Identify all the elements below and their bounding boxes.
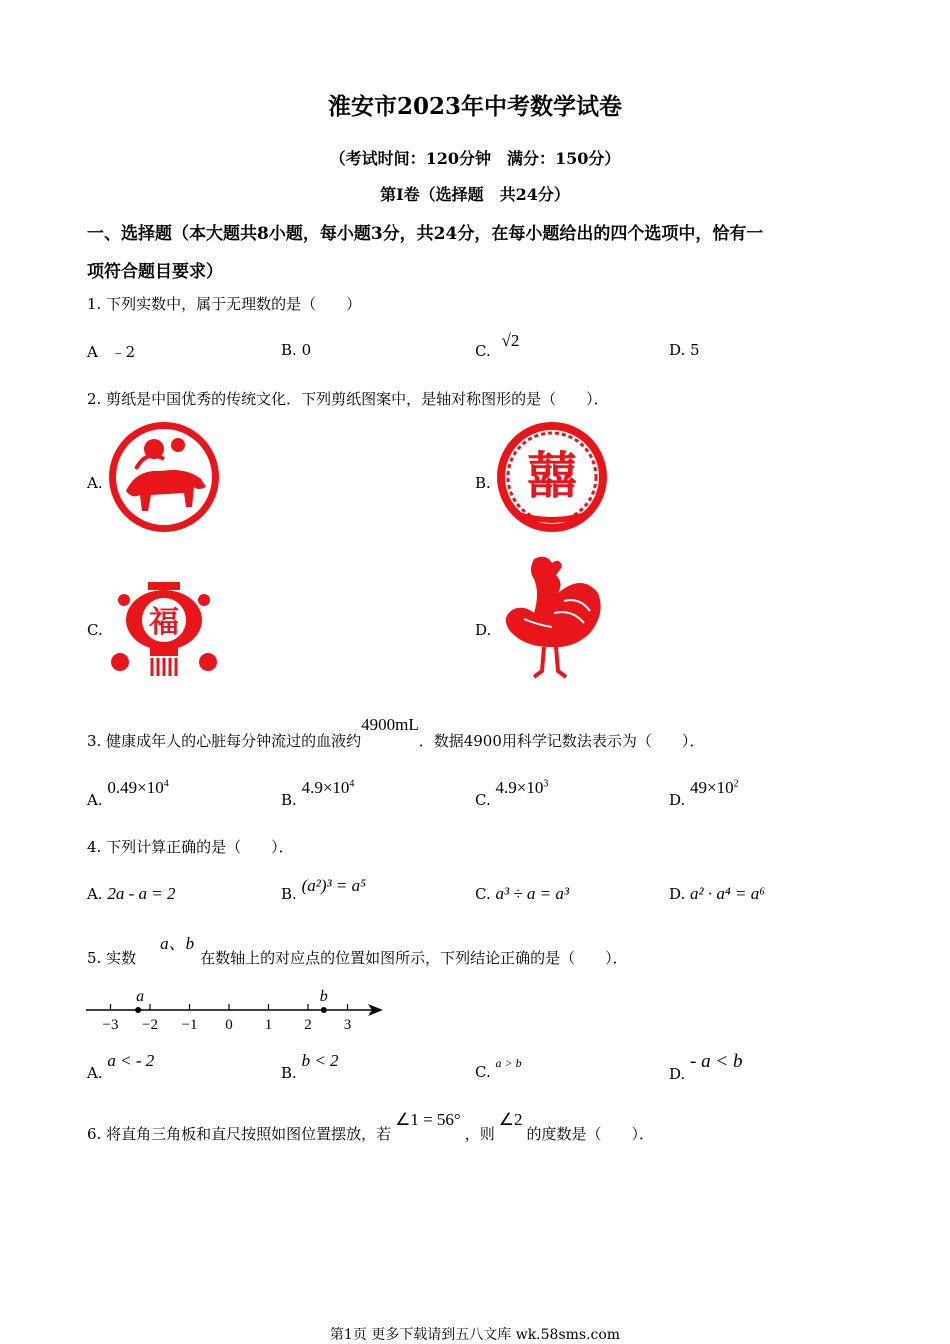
q6-angle2: ∠2	[498, 1110, 523, 1129]
exam-title: 淮安市2023年中考数学试卷	[327, 93, 622, 120]
point-a-label: a	[136, 988, 145, 1005]
tick-label: −2	[142, 1017, 158, 1033]
q5-option-b	[281, 1051, 339, 1083]
q2-d-label: D.	[475, 621, 492, 639]
q5-d-label: D.	[669, 1065, 686, 1083]
tick-label: −1	[181, 1017, 198, 1033]
fu-glyph: 福	[149, 606, 179, 639]
q3-d-value: $49\times 10^2$	[690, 778, 739, 797]
q1-option-b	[281, 341, 311, 359]
q3-stem	[87, 715, 705, 751]
q5-b-value: b < 2	[301, 1051, 339, 1070]
q6-angle1: ∠1 = 56°	[395, 1110, 461, 1129]
q4-option-c	[475, 884, 569, 904]
q3-c-label: C.	[475, 791, 491, 809]
q3-option-b	[281, 778, 355, 810]
number-line-diagram	[84, 984, 389, 1036]
q5-stem-post: 在数轴上的对应点的位置如图所示，下列结论正确的是（ ）．	[200, 949, 628, 967]
tick-label: 0	[225, 1017, 233, 1033]
lantern-papercut-image	[106, 578, 222, 682]
section-heading-line1: 一、选择题（本大题共8小题，每小题3分，共24分，在每小题给出的四个选项中，恰有一	[87, 224, 764, 244]
q4-a-value: 2a - a = 2	[107, 884, 176, 903]
q5-a-value: a < - 2	[107, 1051, 155, 1070]
q3-c-value: $4.9\times 10^3$	[495, 778, 549, 797]
q3-option-c	[475, 778, 549, 810]
q1-option-c	[475, 331, 520, 361]
q5-a-label: A.	[87, 1064, 103, 1082]
q2-a-label: A.	[87, 474, 103, 492]
q2-c-label: C.	[87, 621, 103, 639]
q5-c-value: a > b	[495, 1056, 522, 1070]
q5-option-a	[87, 1051, 155, 1083]
q3-a-value: $0.49\times 10^4$	[107, 778, 169, 797]
page-footer: 第1页 更多下载请到五八文库 wk.58sms.com	[329, 1327, 621, 1343]
q4-c-label: C.	[475, 885, 491, 903]
q3-stem-pre: 3. 健康成年人的心脏每分钟流过的血液约	[87, 732, 362, 750]
exam-info: （考试时间：120分钟 满分：150分）	[329, 149, 621, 168]
q1-d-label: D.	[669, 341, 686, 359]
q1-b-value: 0	[301, 341, 312, 359]
q4-a-label: A.	[87, 885, 103, 903]
q4-c-value: a³ ÷ a = a³	[495, 884, 569, 903]
q4-d-label: D.	[669, 885, 686, 903]
section-heading-line2: 项符合题目要求）	[87, 262, 223, 282]
q3-stem-value: 4900mL	[361, 715, 419, 734]
q2-b-label: B.	[475, 474, 491, 492]
q1-c-value: √2	[501, 331, 520, 350]
q5-d-value: - a < b	[690, 1051, 743, 1072]
q1-option-a	[87, 341, 135, 362]
q3-d-label: D.	[669, 791, 686, 809]
q3-option-d	[669, 778, 739, 810]
part-title: 第Ⅰ卷（选择题 共24分）	[380, 185, 570, 204]
point-b-dot	[321, 1007, 327, 1013]
double-happiness-glyph: 囍	[527, 448, 577, 504]
q5-b-label: B.	[281, 1064, 297, 1082]
point-a-dot	[135, 1007, 141, 1013]
q1-c-label: C.	[475, 342, 491, 360]
q5-option-c	[475, 1056, 522, 1081]
q3-option-a	[87, 778, 169, 810]
q4-stem: 4. 下列计算正确的是（ ）．	[87, 838, 294, 856]
q6-stem-post: 的度数是（ ）．	[526, 1125, 655, 1143]
q4-b-label: B.	[281, 885, 297, 903]
q4-option-b	[281, 876, 366, 904]
tick-label: 2	[304, 1017, 312, 1033]
q1-stem: 1. 下列实数中，属于无理数的是（ ）	[87, 295, 362, 313]
q4-option-a	[87, 884, 176, 904]
q5-vars: a、b	[160, 934, 195, 953]
q1-option-d	[669, 341, 700, 359]
q1-a-label: A	[87, 343, 98, 361]
q1-d-value: 5	[690, 341, 700, 359]
tick-label: 1	[264, 1017, 273, 1033]
q5-stem-pre: 5. 实数	[87, 949, 137, 967]
q3-b-value: $4.9\times 10^4$	[301, 778, 355, 797]
q2-stem: 2. 剪纸是中国优秀的传统文化．下列剪纸图案中，是轴对称图形的是（ ）．	[87, 390, 609, 408]
q3-stem-post: ．数据4900用科学记数法表示为（ ）．	[418, 732, 705, 750]
tick-label: 3	[343, 1017, 352, 1033]
q6-stem	[87, 1110, 655, 1144]
tick-label: −3	[102, 1017, 119, 1033]
double-happiness-papercut-image	[494, 419, 610, 535]
rooster-papercut-image	[494, 553, 606, 681]
q6-stem-pre: 6. 将直角三角板和直尺按照如图位置摆放，若	[87, 1125, 392, 1143]
q5-option-d	[669, 1051, 743, 1085]
ox-papercut-image	[106, 419, 222, 535]
q5-stem	[87, 934, 628, 968]
q3-b-label: B.	[281, 791, 297, 809]
q1-a-value: ﹣2	[110, 343, 136, 361]
q1-b-label: B.	[281, 341, 297, 359]
q4-option-d	[669, 884, 765, 904]
q3-a-label: A.	[87, 791, 103, 809]
q4-d-value: a² · a⁴ = a⁶	[690, 884, 766, 903]
q5-c-label: C.	[475, 1063, 491, 1081]
point-b-label: b	[319, 988, 328, 1005]
q4-b-value: (a²)³ = a⁵	[301, 876, 366, 895]
q6-stem-mid: ，则	[464, 1125, 495, 1143]
